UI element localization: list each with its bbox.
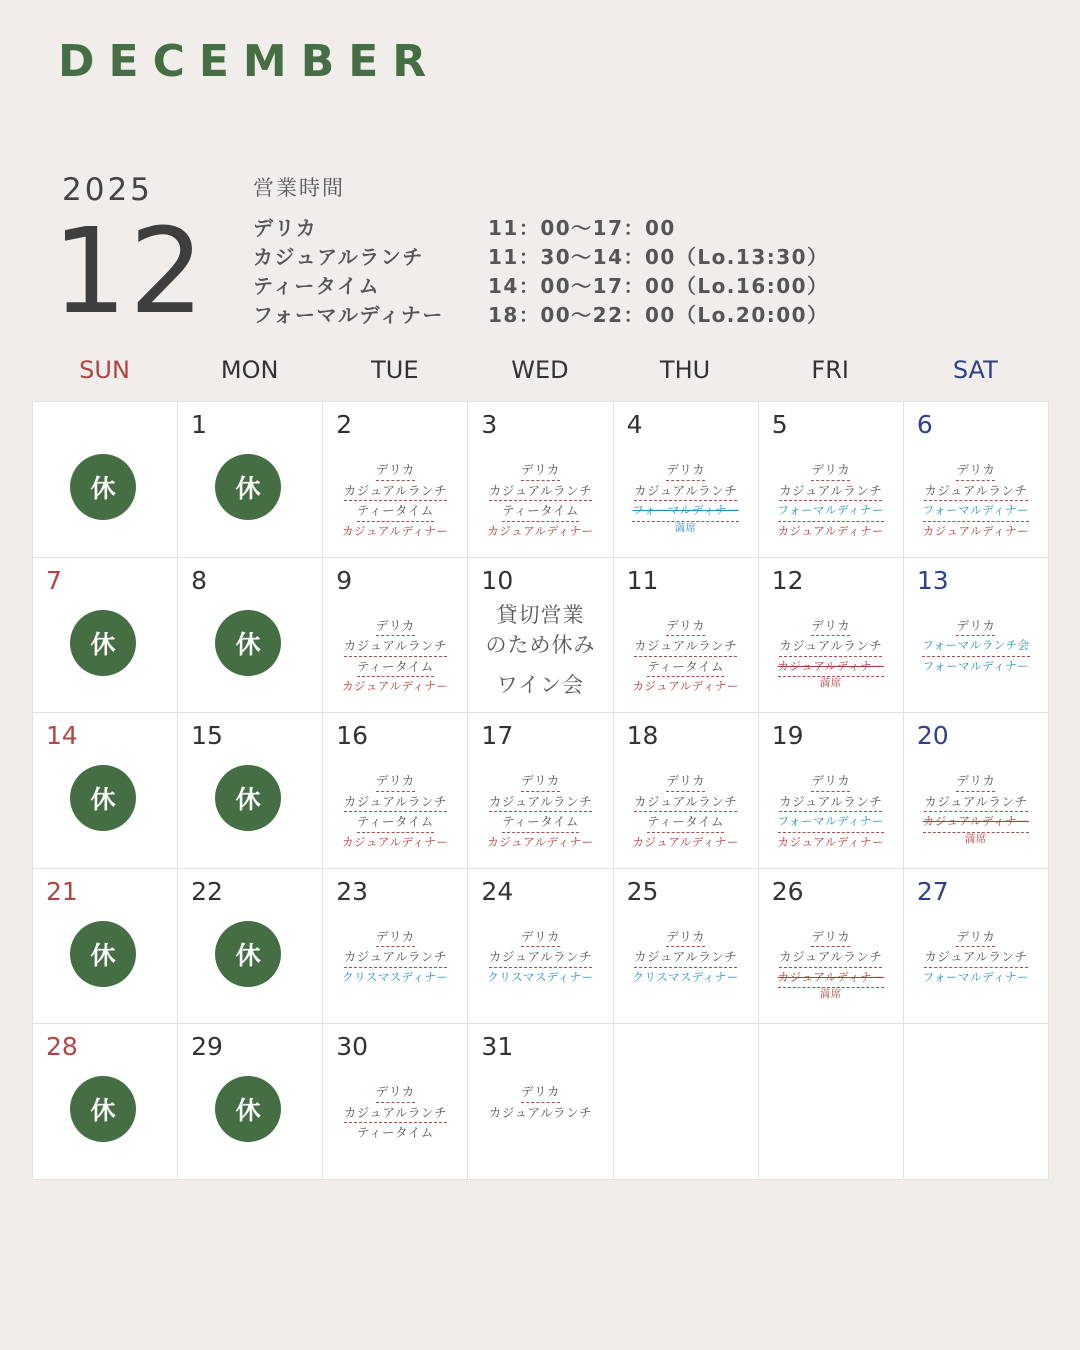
service-item: デリカ (376, 771, 415, 792)
service-item: デリカ (521, 1082, 560, 1103)
service-list (614, 616, 758, 697)
calendar-day-cell (178, 558, 323, 714)
calendar-day-cell (759, 402, 904, 558)
service-item: ティータイム (357, 501, 434, 522)
day-number: 21 (46, 876, 78, 906)
service-item: カジュアルランチ (344, 947, 447, 968)
calendar-day-cell (904, 402, 1049, 558)
day-number: 27 (916, 876, 949, 906)
service-item: カジュアルディナー (632, 679, 739, 693)
service-item: カジュアルディナー (922, 523, 1030, 538)
hours-row (253, 299, 829, 328)
service-item: デリカ (666, 927, 705, 948)
service-item: カジュアルランチ (924, 947, 1027, 968)
service-item: カジュアルディナー (777, 834, 884, 849)
day-number: 24 (481, 876, 514, 906)
service-list (759, 460, 903, 541)
sold-out-label: 満席 (819, 988, 842, 1000)
service-item: フォーマルディナー (632, 501, 739, 522)
service-item: デリカ (811, 771, 850, 792)
service-item: カジュアルランチ (779, 792, 882, 813)
calendar-day-cell (323, 402, 468, 558)
service-item: ティータイム (356, 1125, 434, 1140)
service-item: デリカ (376, 927, 415, 948)
service-item: カジュアルディナー (777, 523, 884, 538)
service-item: カジュアルランチ (634, 792, 737, 813)
service-item: デリカ (376, 460, 415, 481)
day-number: 13 (916, 565, 949, 595)
service-item: デリカ (956, 771, 995, 792)
special-notice-line: のため休み (485, 632, 596, 657)
day-number: 14 (46, 721, 78, 750)
calendar-day-cell (468, 713, 613, 869)
day-number: 30 (336, 1032, 369, 1061)
service-item: カジュアルランチ (344, 636, 447, 657)
calendar-grid (32, 401, 1049, 1180)
day-number: 3 (481, 410, 498, 439)
month-title: DECEMBER (58, 36, 441, 87)
calendar-day-cell (614, 713, 759, 869)
hours-service-time: 11：30〜14：00（Lo.13:30） (488, 245, 829, 269)
service-item: フォーマルディナー (922, 969, 1030, 984)
service-item: カジュアルランチ (344, 481, 447, 502)
weekday-tue: TUE (371, 356, 419, 384)
weekday-fri: FRI (811, 356, 849, 384)
service-list (759, 616, 903, 691)
service-item: フォーマルディナー (778, 812, 885, 833)
calendar-day-cell (323, 558, 468, 714)
calendar-day-cell (759, 869, 904, 1025)
sold-out-label: 満席 (819, 677, 842, 689)
service-item: デリカ (521, 927, 560, 948)
service-item: ティータイム (357, 812, 434, 833)
calendar-empty-cell (904, 1024, 1049, 1180)
day-number: 2 (336, 410, 353, 439)
service-item: カジュアルディナー (778, 968, 884, 989)
day-number: 17 (481, 721, 514, 750)
service-item: カジュアルランチ (344, 792, 447, 813)
calendar-day-cell (33, 558, 178, 714)
service-item: フォーマルディナー (922, 658, 1030, 673)
service-item: ティータイム (647, 812, 724, 833)
service-list (904, 927, 1048, 988)
hours-service-time: 18：00〜22：00（Lo.20:00） (488, 303, 829, 327)
service-item: カジュアルディナー (923, 812, 1029, 833)
service-item: カジュアルランチ (924, 481, 1027, 502)
service-list (614, 927, 758, 988)
calendar-day-cell (178, 1024, 323, 1180)
day-number: 29 (191, 1032, 223, 1061)
sold-out-label: 満席 (674, 521, 697, 534)
service-item: フォーマルランチ会 (922, 636, 1029, 657)
calendar-day-cell (178, 869, 323, 1025)
calendar-day-cell (468, 869, 613, 1025)
service-item: ティータイム (502, 501, 579, 522)
service-item: カジュアルランチ (488, 1104, 593, 1120)
hours-service-name: ティータイム (253, 274, 380, 298)
service-list (904, 460, 1048, 541)
service-item: デリカ (811, 927, 850, 948)
day-number: 1 (191, 410, 208, 439)
day-number: 6 (916, 410, 933, 439)
service-item: デリカ (956, 927, 995, 948)
calendar-day-cell (33, 869, 178, 1025)
calendar-day-cell (614, 402, 759, 558)
service-item: デリカ (521, 771, 560, 792)
service-item: デリカ (376, 616, 415, 637)
closed-badge: 休 (215, 1076, 281, 1142)
day-number: 31 (481, 1032, 514, 1061)
day-number: 10 (481, 565, 514, 595)
hours-service-time: 11：00〜17：00 (488, 216, 676, 240)
service-item: デリカ (811, 460, 850, 481)
calendar-day-cell (33, 402, 178, 558)
calendar-empty-cell (614, 1024, 759, 1180)
service-item: カジュアルランチ (489, 481, 592, 502)
service-list (323, 771, 467, 852)
service-item: カジュアルディナー (487, 523, 594, 538)
service-item: デリカ (956, 616, 995, 637)
service-item: カジュアルランチ (634, 947, 737, 968)
business-hours (253, 172, 829, 328)
calendar-day-cell (904, 869, 1049, 1025)
service-item: デリカ (811, 616, 850, 637)
day-number: 7 (46, 565, 62, 595)
day-number: 19 (771, 721, 804, 750)
service-item: カジュアルディナー (778, 657, 884, 678)
hours-row (253, 270, 829, 299)
day-number: 18 (626, 721, 659, 750)
service-list (323, 927, 467, 988)
calendar-day-cell (614, 869, 759, 1025)
weekday-sun: SUN (79, 356, 130, 384)
service-list (468, 460, 612, 541)
calendar-day-cell (614, 558, 759, 714)
calendar-day-cell (468, 558, 613, 714)
service-item: デリカ (666, 460, 705, 481)
calendar-day-cell (178, 402, 323, 558)
service-item: クリスマスディナー (342, 969, 449, 984)
service-item: カジュアルランチ (489, 792, 592, 813)
service-list (759, 771, 903, 852)
service-list (323, 616, 467, 697)
service-list (904, 616, 1048, 677)
hours-row (253, 212, 829, 241)
day-number: 12 (771, 565, 804, 595)
service-item: カジュアルランチ (634, 481, 737, 502)
service-item: カジュアルランチ (489, 947, 592, 968)
closed-badge: 休 (70, 454, 136, 520)
calendar-day-cell (468, 1024, 613, 1180)
day-number: 4 (626, 410, 643, 439)
service-list (468, 1082, 612, 1122)
calendar-day-cell (323, 869, 468, 1025)
sold-out-label: 満席 (964, 832, 987, 845)
service-item: ティータイム (357, 657, 434, 678)
month-number: 12 (52, 202, 207, 340)
calendar-day-cell (759, 558, 904, 714)
special-notice-line: 貸切営業 (496, 602, 585, 627)
closed-badge: 休 (70, 765, 136, 831)
service-list (614, 771, 758, 852)
closed-badge: 休 (215, 454, 281, 520)
service-item: デリカ (666, 771, 705, 792)
day-number: 28 (46, 1032, 78, 1061)
service-item: カジュアルディナー (342, 679, 449, 693)
weekday-mon: MON (220, 356, 279, 384)
closed-badge: 休 (215, 921, 281, 987)
weekday-thu: THU (659, 356, 711, 384)
service-list (904, 771, 1048, 846)
closed-badge: 休 (70, 1076, 136, 1142)
service-item: カジュアルランチ (634, 636, 737, 657)
weekday-header (32, 356, 1048, 384)
service-list (323, 460, 467, 541)
service-item: カジュアルランチ (779, 636, 882, 657)
day-number: 15 (191, 721, 223, 750)
day-number: 25 (626, 876, 659, 906)
day-number: 22 (191, 876, 223, 906)
service-item: デリカ (666, 616, 705, 637)
service-item: カジュアルディナー (342, 834, 449, 849)
year-label: 2025 (62, 172, 153, 208)
service-item: ティータイム (647, 657, 724, 678)
closed-badge: 休 (70, 610, 136, 676)
service-item: ティータイム (502, 812, 579, 833)
calendar-day-cell (323, 713, 468, 869)
calendar-day-cell (468, 402, 613, 558)
hours-service-time: 14：00〜17：00（Lo.16:00） (488, 274, 829, 298)
service-item: フォーマルディナー (923, 501, 1030, 522)
hours-service-name: フォーマルディナー (253, 303, 444, 327)
service-item: フォーマルディナー (778, 501, 885, 522)
service-item: デリカ (376, 1082, 415, 1103)
special-notice (468, 600, 612, 700)
calendar-empty-cell (759, 1024, 904, 1180)
weekday-sat: SAT (952, 356, 998, 384)
calendar-day-cell (904, 558, 1049, 714)
day-number: 26 (771, 876, 804, 906)
service-list (468, 927, 612, 988)
hours-service-name: デリカ (253, 216, 318, 240)
service-item: デリカ (956, 460, 995, 481)
service-list (614, 460, 758, 535)
day-number: 9 (336, 565, 353, 595)
closed-badge: 休 (70, 921, 136, 987)
service-list (323, 1082, 467, 1143)
weekday-wed: WED (511, 356, 569, 384)
service-item: カジュアルディナー (487, 834, 594, 849)
day-number: 16 (336, 721, 369, 750)
service-list (759, 927, 903, 1002)
closed-badge: 休 (215, 610, 281, 676)
day-number: 11 (626, 565, 659, 595)
business-hours-heading: 営業時間 (253, 176, 345, 200)
calendar-day-cell (323, 1024, 468, 1180)
calendar-day-cell (904, 713, 1049, 869)
service-item: デリカ (521, 460, 560, 481)
day-number: 8 (191, 565, 208, 595)
day-number: 5 (771, 410, 788, 439)
service-item: カジュアルディナー (342, 523, 449, 538)
special-notice-line: ワイン会 (496, 672, 585, 697)
calendar-day-cell (33, 713, 178, 869)
calendar-day-cell (33, 1024, 178, 1180)
service-item: カジュアルランチ (779, 481, 882, 502)
service-item: クリスマスディナー (487, 969, 594, 984)
service-item: カジュアルランチ (924, 792, 1027, 813)
hours-row (253, 241, 829, 270)
service-list (468, 771, 612, 852)
calendar-day-cell (759, 713, 904, 869)
service-item: カジュアルランチ (344, 1103, 447, 1124)
hours-service-name: カジュアルランチ (253, 245, 424, 269)
closed-badge: 休 (215, 765, 281, 831)
service-item: カジュアルディナー (632, 834, 739, 849)
day-number: 20 (916, 721, 949, 750)
service-item: クリスマスディナー (632, 969, 739, 984)
service-item: カジュアルランチ (779, 947, 882, 968)
day-number: 23 (336, 876, 369, 906)
calendar-day-cell (178, 713, 323, 869)
